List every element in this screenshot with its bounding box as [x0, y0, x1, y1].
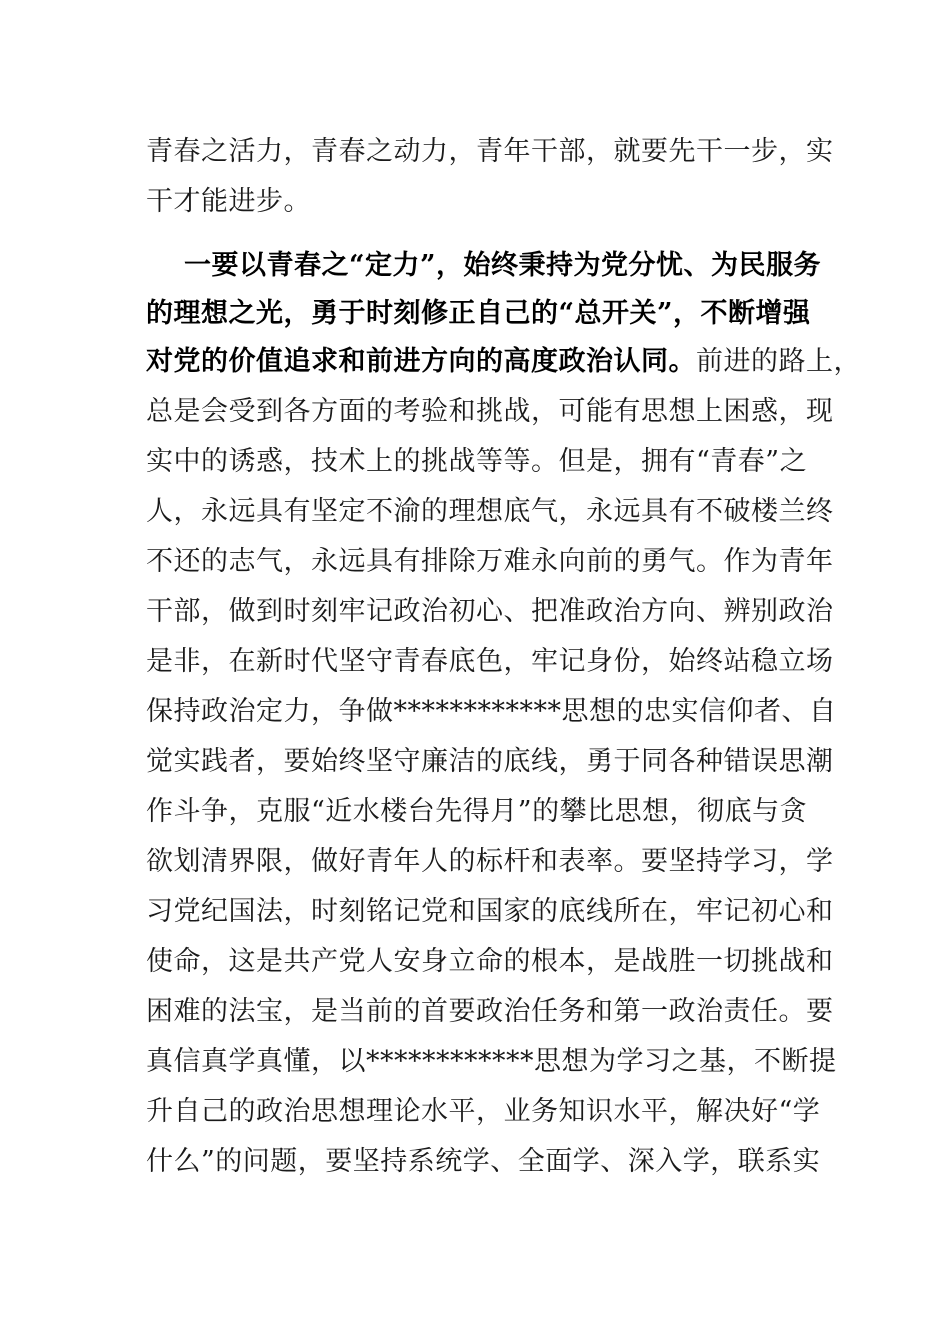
bold-heading-line-3: 对党的价值追求和前进方向的高度政治认同。 [146, 346, 696, 377]
paragraph-line-14: 习党纪国法，时刻铭记党和国家的底线所在，牢记初心和 [146, 896, 834, 927]
paragraph-line-16: 困难的法宝，是当前的首要政治任务和第一政治责任。要 [146, 996, 834, 1027]
paragraph-line-15: 使命，这是共产党人安身立命的根本，是战胜一切挑战和 [146, 946, 834, 977]
bold-heading-line-2: 的理想之光，勇于时刻修正自己的“总开关”，不断增强 [146, 298, 811, 329]
paragraph-line-11: 觉实践者，要始终坚守廉洁的底线，勇于同各种错误思潮 [146, 746, 834, 777]
paragraph-line-9: 是非，在新时代坚守青春底色，牢记身份，始终站稳立场 [146, 646, 834, 677]
paragraph-line-4: 总是会受到各方面的考验和挑战，可能有思想上困惑，现 [146, 396, 834, 427]
paragraph-line-10: 保持政治定力，争做************思想的忠实信仰者、自 [146, 696, 837, 727]
paragraph-line-19: 什么”的问题，要坚持系统学、全面学、深入学，联系实 [146, 1146, 821, 1177]
bold-heading-line-1: 一要以青春之“定力”，始终秉持为党分忧、为民服务 [184, 250, 822, 281]
paragraph-line-2: 干才能进步。 [146, 186, 311, 217]
paragraph-line-3-tail: 前进的路上， [696, 346, 861, 377]
paragraph-line-17: 真信真学真懂，以************思想为学习之基，不断提 [146, 1046, 837, 1077]
paragraph-line-7: 不还的志气，永远具有排除万难永向前的勇气。作为青年 [146, 546, 834, 577]
paragraph-line-12: 作斗争，克服“近水楼台先得月”的攀比思想，彻底与贪 [146, 796, 808, 827]
paragraph-line-8: 干部，做到时刻牢记政治初心、把准政治方向、辨别政治 [146, 596, 834, 627]
mixed-line [146, 342, 861, 382]
paragraph-line-1: 青春之活力，青春之动力，青年干部，就要先干一步，实 [146, 136, 834, 167]
paragraph-line-5: 实中的诱惑，技术上的挑战等等。但是，拥有“青春”之 [146, 446, 808, 477]
paragraph-line-13: 欲划清界限，做好青年人的标杆和表率。要坚持学习，学 [146, 846, 834, 877]
paragraph-line-18: 升自己的政治思想理论水平，业务知识水平，解决好“学 [146, 1096, 821, 1127]
paragraph-line-6: 人，永远具有坚定不渝的理想底气，永远具有不破楼兰终 [146, 496, 834, 527]
